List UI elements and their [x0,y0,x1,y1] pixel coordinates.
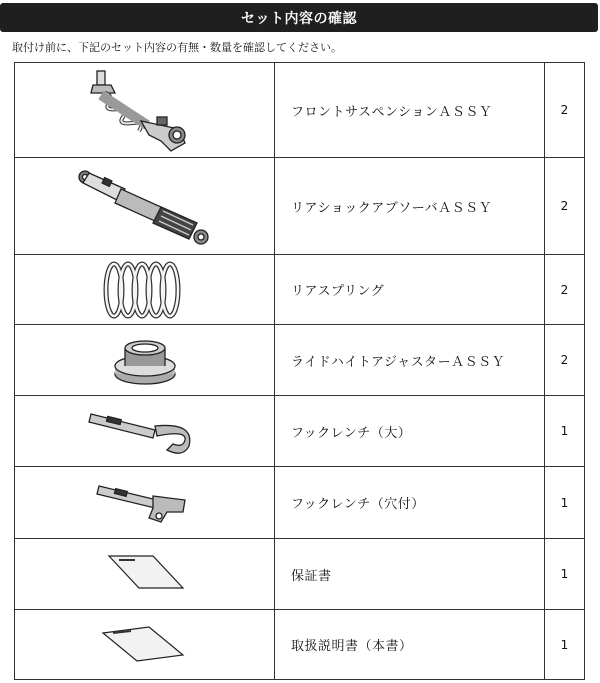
item-qty: 2 [545,158,585,255]
item-name: フックレンチ（穴付） [275,467,545,539]
intro-text: 取付け前に、下記のセット内容の有無・数量を確認してください。 [12,41,342,54]
warranty-card-icon [95,552,195,596]
table-row [15,396,585,467]
table-row [15,255,585,325]
item-image-cell [15,158,275,255]
hook-wrench-with-hole-icon [95,478,195,528]
item-name: 取扱説明書（本書） [275,610,545,680]
item-qty: 2 [545,63,585,158]
item-name: リアショックアブソーバＡＳＳＹ [275,158,545,255]
rear-spring-icon [100,258,190,322]
item-image-cell [15,396,275,467]
table-row [15,539,585,610]
item-qty: 1 [545,539,585,610]
item-image-cell [15,539,275,610]
parts-table [14,62,585,680]
hook-wrench-large-icon [85,406,205,456]
table-row [15,325,585,396]
item-qty: 1 [545,610,585,680]
table-row [15,467,585,539]
item-qty: 1 [545,396,585,467]
item-image-cell [15,63,275,158]
item-image-cell [15,325,275,396]
item-name: リアスプリング [275,255,545,325]
item-name: フロントサスペンションＡＳＳＹ [275,63,545,158]
table-row [15,610,585,680]
item-image-cell [15,467,275,539]
table-row [15,158,585,255]
item-name: 保証書 [275,539,545,610]
item-qty: 2 [545,325,585,396]
item-qty: 1 [545,467,585,539]
item-name: ライドハイトアジャスターＡＳＳＹ [275,325,545,396]
ride-height-adjuster-icon [110,330,180,390]
item-image-cell [15,255,275,325]
section-title: セット内容の確認 [241,10,357,27]
item-name: フックレンチ（大） [275,396,545,467]
item-image-cell [15,610,275,680]
item-qty: 2 [545,255,585,325]
rear-shock-absorber-icon [65,161,225,251]
instruction-manual-icon [95,623,195,667]
table-row [15,63,585,158]
front-suspension-assy-icon [75,65,215,155]
section-header [0,3,598,32]
